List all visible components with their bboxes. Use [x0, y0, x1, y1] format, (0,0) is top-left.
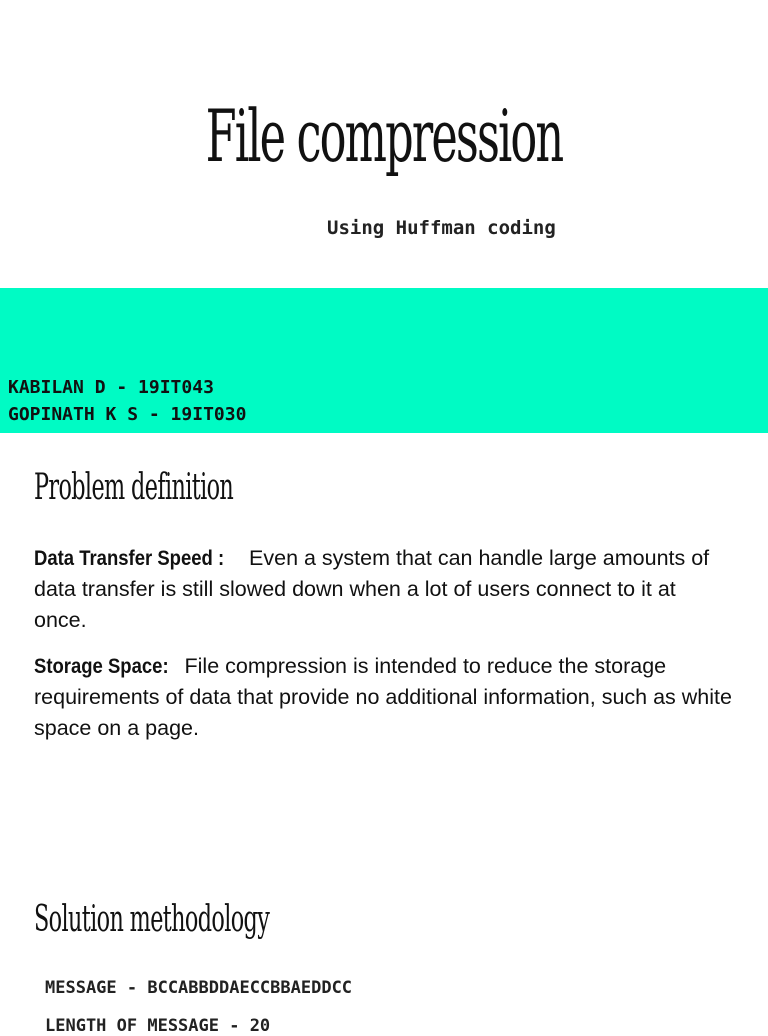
problem-paragraph-storage — [34, 651, 734, 744]
problem-heading: Problem definition — [34, 467, 234, 508]
paragraph-lead: Data Transfer Speed : — [34, 546, 225, 570]
problem-paragraph-data-transfer — [34, 543, 734, 636]
paragraph-lead: Storage Space: — [34, 654, 169, 678]
message-line: MESSAGE - BCCABBDDAECCBBAEDDCC — [45, 978, 353, 998]
paragraph-text: Even a system that can handle large amounts of data transfer is still slowed down when a lot of users connect to it at once. — [34, 546, 710, 632]
slide-subtitle: Using Huffman coding — [327, 217, 556, 239]
author-gopinath: GOPINATH K S - 19IT030 — [8, 404, 247, 425]
solution-heading: Solution methodology — [34, 899, 270, 940]
author-band — [0, 288, 768, 433]
slide-title: File compression — [205, 94, 563, 178]
paragraph-text: File compression is intended to reduce the storage requirements of data that provide no additional information, such as white space on a page. — [34, 654, 732, 740]
message-length-line: LENGTH OF MESSAGE - 20 — [45, 1016, 271, 1036]
author-kabilan: KABILAN D - 19IT043 — [8, 377, 214, 398]
